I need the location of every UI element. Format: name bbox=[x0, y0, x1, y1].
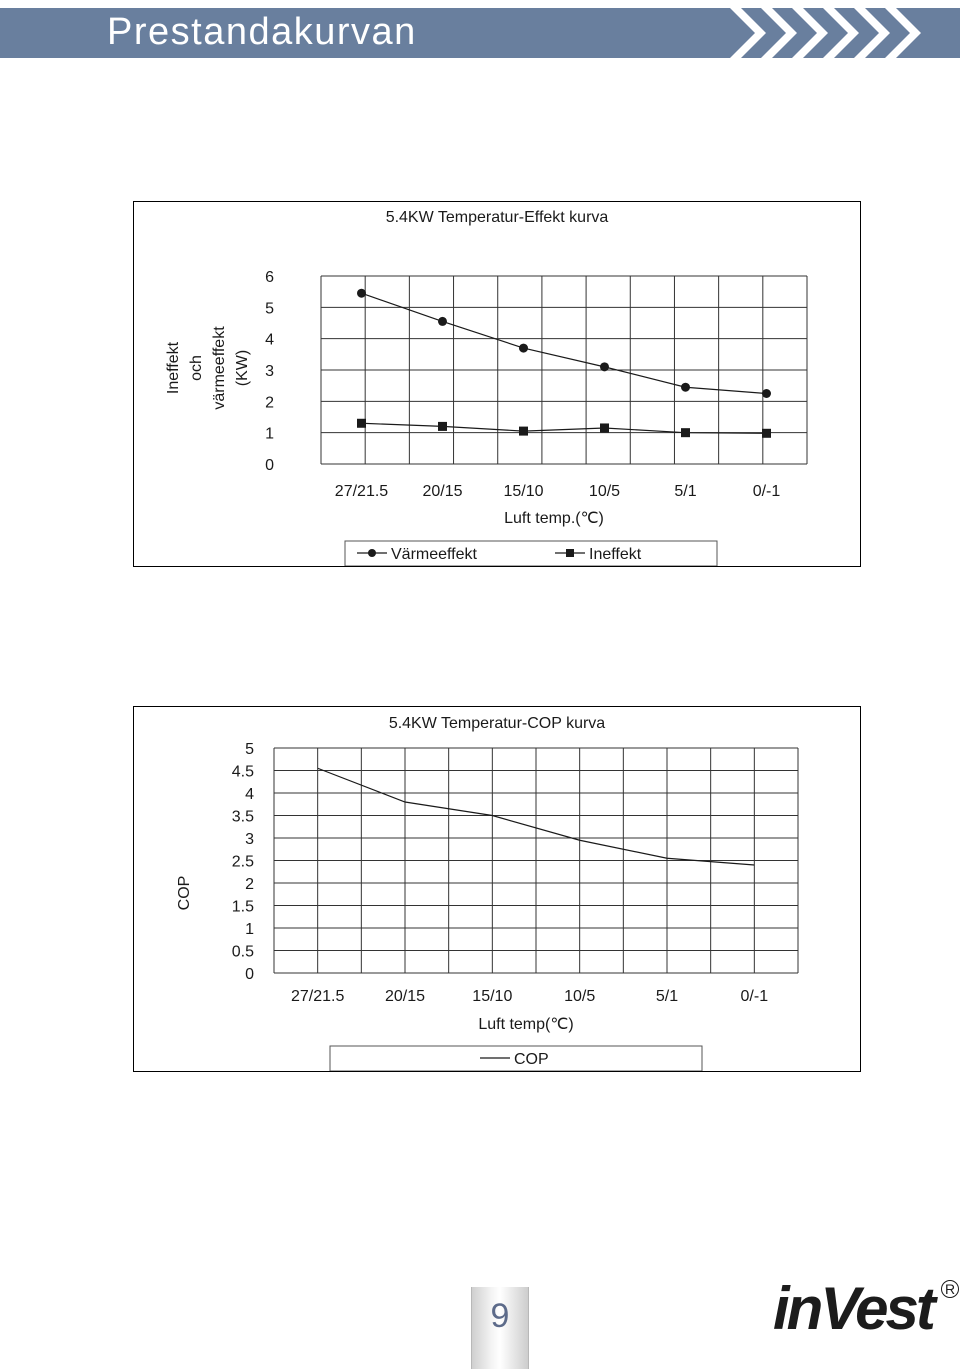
y-tick-label: 3 bbox=[245, 831, 254, 848]
data-point-circle bbox=[762, 389, 771, 398]
temperature-cop-plot bbox=[134, 707, 860, 1071]
y-tick-label: 3 bbox=[265, 363, 274, 380]
y-tick-label: 0 bbox=[265, 457, 274, 474]
x-tick-label: 27/21.5 bbox=[334, 483, 389, 500]
y-tick-label: 4 bbox=[245, 786, 254, 803]
x-axis-label: Luft temp.(℃) bbox=[504, 510, 604, 527]
x-tick-label: 10/5 bbox=[588, 483, 621, 500]
page-title: Prestandakurvan bbox=[107, 11, 417, 53]
x-axis-label: Luft temp(℃) bbox=[478, 1016, 574, 1033]
data-point-square bbox=[519, 427, 528, 436]
x-tick-label: 10/5 bbox=[564, 988, 596, 1005]
y-tick-label: 2.5 bbox=[231, 853, 254, 871]
y-tick-label: 0 bbox=[245, 966, 254, 983]
temperature-effect-plot bbox=[134, 202, 860, 566]
temperature-effect-chart bbox=[133, 201, 861, 567]
y-tick-label: 1 bbox=[245, 921, 254, 938]
x-tick-label: 0/-1 bbox=[740, 988, 769, 1005]
x-tick-label: 5/1 bbox=[655, 988, 679, 1005]
y-tick-label: 5 bbox=[265, 300, 274, 318]
data-point-circle bbox=[438, 317, 447, 326]
legend-label: Ineffekt bbox=[589, 546, 642, 563]
series-line-0 bbox=[362, 293, 767, 393]
header-banner bbox=[0, 8, 960, 58]
y-axis-label-line: (KW) bbox=[234, 349, 251, 387]
x-tick-label: 15/10 bbox=[472, 988, 513, 1005]
data-point-square bbox=[681, 428, 690, 437]
y-axis-label-line: Ineffekt bbox=[165, 341, 182, 395]
page-number: 9 bbox=[490, 1297, 510, 1335]
legend-label: Värmeeffekt bbox=[391, 546, 477, 563]
data-point-circle bbox=[357, 289, 366, 298]
x-tick-label: 5/1 bbox=[674, 483, 697, 500]
y-tick-label: 4 bbox=[265, 331, 274, 349]
y-tick-label: 1 bbox=[265, 425, 274, 443]
x-tick-label: 20/15 bbox=[384, 988, 426, 1005]
x-tick-label: 0/-1 bbox=[752, 483, 781, 500]
data-point-circle bbox=[519, 344, 528, 353]
y-axis-label-line: och bbox=[188, 355, 205, 381]
temperature-cop-chart bbox=[133, 706, 861, 1072]
x-tick-label: 15/10 bbox=[503, 483, 544, 500]
data-point-square bbox=[600, 423, 609, 432]
data-point-square bbox=[438, 422, 447, 431]
x-tick-label: 20/15 bbox=[422, 483, 463, 500]
y-tick-label: 4.5 bbox=[231, 763, 254, 781]
legend-marker-square bbox=[566, 549, 574, 557]
y-tick-label: 3.5 bbox=[231, 808, 254, 826]
y-axis-label: COP bbox=[176, 875, 193, 911]
y-tick-label: 0.5 bbox=[231, 943, 254, 961]
registered-mark-icon: R bbox=[941, 1280, 959, 1298]
x-tick-label: 27/21.5 bbox=[290, 988, 345, 1005]
chart-title: 5.4KW Temperatur-Effekt kurva bbox=[385, 209, 609, 226]
y-axis-label bbox=[165, 326, 251, 410]
y-axis-label-line: värmeeffekt bbox=[211, 326, 228, 410]
series-line-1 bbox=[362, 423, 767, 433]
data-point-circle bbox=[600, 362, 609, 371]
y-tick-label: 2 bbox=[245, 876, 254, 893]
logo-text: inVest bbox=[773, 1275, 933, 1342]
legend-marker-circle bbox=[368, 549, 376, 557]
data-point-square bbox=[357, 419, 366, 428]
y-tick-label: 2 bbox=[265, 394, 274, 412]
y-tick-label: 5 bbox=[245, 741, 254, 758]
invest-logo bbox=[773, 1275, 960, 1350]
data-point-square bbox=[762, 429, 771, 438]
chart-title: 5.4KW Temperatur-COP kurva bbox=[388, 715, 606, 732]
legend-label: COP bbox=[514, 1051, 549, 1068]
y-tick-label: 6 bbox=[265, 269, 274, 286]
page-number-tab bbox=[471, 1287, 529, 1369]
data-point-circle bbox=[681, 383, 690, 392]
y-tick-label: 1.5 bbox=[231, 898, 254, 916]
